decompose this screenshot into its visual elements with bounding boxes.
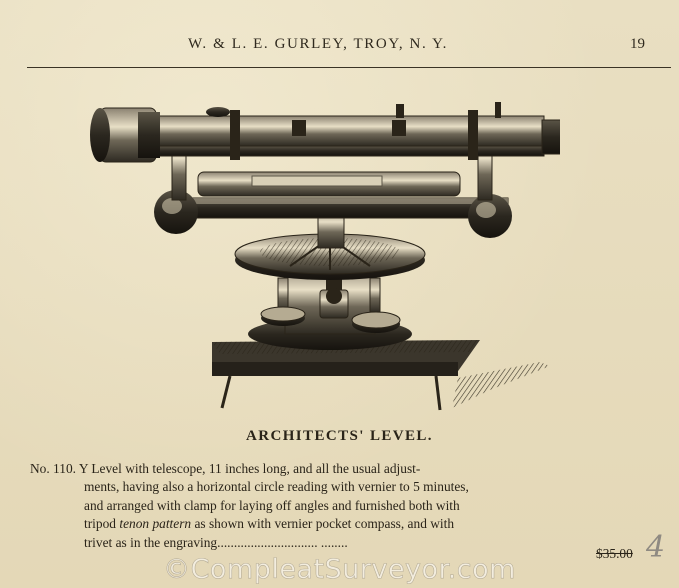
- architects-level-engraving: [80, 90, 560, 420]
- page-number: 19: [630, 36, 645, 52]
- description-line: trivet as in the engraving.............................. ........: [84, 534, 348, 550]
- header-rule: [27, 67, 671, 68]
- description-line: and arranged with clamp for laying off angles and furnished both with: [84, 497, 460, 513]
- page-header: [0, 30, 679, 60]
- price: $35.00: [596, 546, 633, 561]
- description-line: No. 110. Y Level with telescope, 11 inches long, and all the usual adjust-: [30, 461, 421, 476]
- header-title: W. & L. E. GURLEY, TROY, N. Y.: [188, 36, 448, 52]
- description-line: [30, 515, 630, 533]
- product-description: [30, 460, 630, 552]
- handwritten-note: 4: [646, 530, 666, 565]
- description-line: ments, having also a horizontal circle reading with vernier to 5 minutes,: [84, 479, 469, 495]
- figure-caption: ARCHITECTS' LEVEL.: [246, 428, 433, 444]
- description-text: as shown with vernier pocket compass, and with: [191, 516, 455, 532]
- description-text: tripod: [84, 516, 120, 532]
- description-emphasis: tenon pattern: [119, 516, 192, 532]
- watermark: ©CompleatSurveyor.com: [163, 554, 516, 585]
